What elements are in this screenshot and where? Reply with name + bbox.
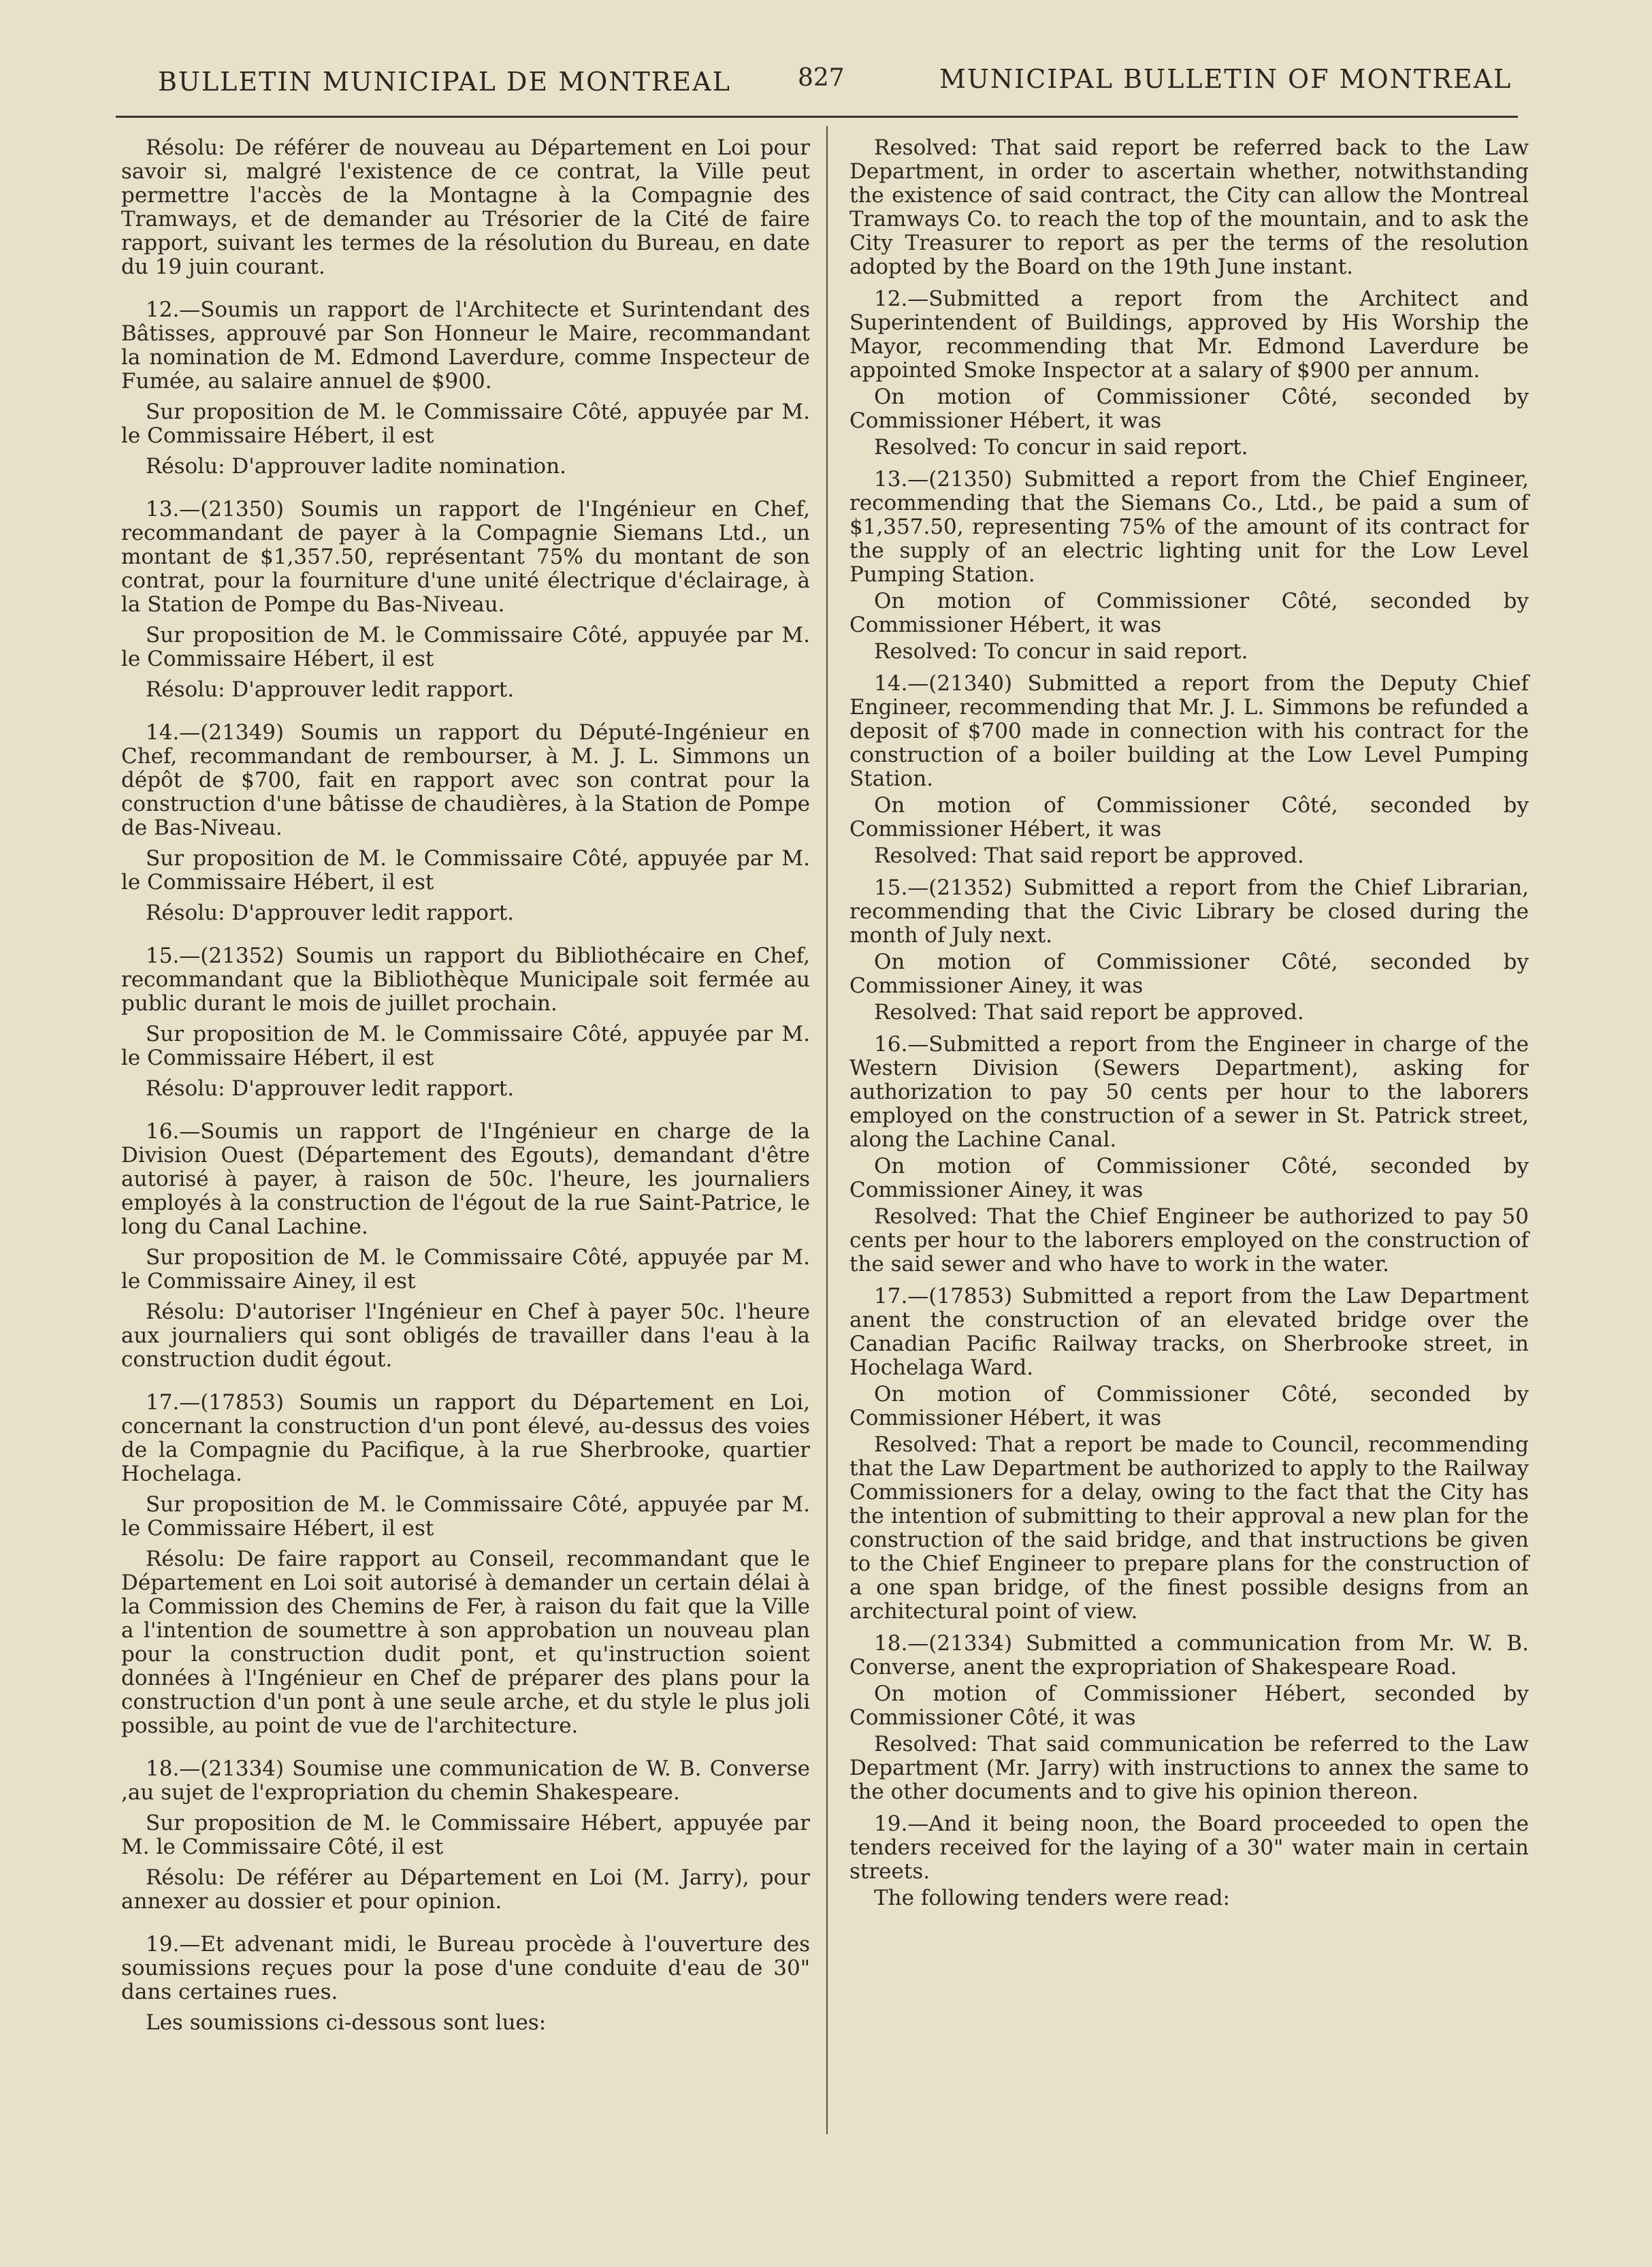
paragraph: Résolu: D'approuver ledit rapport. — [146, 901, 515, 925]
paragraph: On motion of Commissioner Côté, seconded by Commissioner Hébert, it was — [849, 385, 1529, 433]
paragraph: 12.—Submitted a report from the Architect and Superintendent of Buildings, approved by His Worship the Mayor, recommending that Mr. Edmond Laverdure be appointed Smoke Inspector at a salary of $900 per annum. — [849, 287, 1529, 383]
paragraph: Résolu: De référer au Département en Loi (M. Jarry), pour annexer au dossier et pour opinion. — [121, 1865, 810, 1914]
paragraph: 14.—(21340) Submitted a report from the Deputy Chief Engineer, recommending that Mr. J. L. Simmons be refunded a deposit of $700 made in connection with his contract for the construction of a boiler building at the Low Level Pumping Station. — [849, 671, 1529, 791]
paragraph: 13.—(21350) Submitted a report from the Chief Engineer, recommending that the Siemans Co., Ltd., be paid a sum of $1,357.50, representing 75% of the amount of its contract for the supply of an electric lighting unit for the Low Level Pumping Station. — [849, 467, 1529, 587]
paragraph: Resolved: That said communication be referred to the Law Department (Mr. Jarry) with instructions to annex the same to the other documents and to give his opinion thereon. — [849, 1732, 1529, 1804]
paragraph: Sur proposition de M. le Commissaire Côté, appuyée par M. le Commissaire Hébert, il est — [121, 623, 810, 671]
paragraph: On motion of Commissioner Côté, seconded by Commissioner Hébert, it was — [849, 793, 1529, 841]
paragraph: 16.—Submitted a report from the Engineer in charge of the Western Division (Sewers Department), asking for authorization to pay 50 cents per hour to the laborers employed on the construction of a sewer in St. Patrick street, along the Lachine Canal. — [849, 1032, 1529, 1152]
paragraph: Resolved: To concur in said report. — [874, 435, 1248, 460]
paragraph: On motion of Commissioner Côté, seconded by Commissioner Hébert, it was — [849, 589, 1529, 637]
header-rule — [116, 116, 1518, 118]
paragraph: Resolved: To concur in said report. — [874, 639, 1248, 664]
paragraph: 15.—(21352) Soumis un rapport du Bibliothécaire en Chef, recommandant que la Bibliothèque Municipale soit fermée au public durant le mois de juillet prochain. — [121, 944, 810, 1016]
paragraph: Résolu: D'autoriser l'Ingénieur en Chef à payer 50c. l'heure aux journaliers qui sont obligés de travailler dans l'eau à la construction dudit égout. — [121, 1300, 810, 1372]
paragraph: 15.—(21352) Submitted a report from the Chief Librarian, recommending that the Civic Library be closed during the month of July next. — [849, 875, 1529, 948]
paragraph: 18.—(21334) Soumise une communication de W. B. Converse ,au sujet de l'expropriation du chemin Shakespeare. — [121, 1756, 810, 1805]
paragraph: Sur proposition de M. le Commissaire Côté, appuyée par M. le Commissaire Hébert, il est — [121, 1022, 810, 1070]
english-column — [849, 136, 1529, 1910]
paragraph: Sur proposition de M. le Commissaire Côté, appuyée par M. le Commissaire Hébert, il est — [121, 846, 810, 895]
paragraph: Résolu: De faire rapport au Conseil, recommandant que le Département en Loi soit autorisé à demander un certain délai à la Commission des Chemins de Fer, à raison du fait que la Ville a l'intention de soumettre à son approbation un nouveau plan pour la construction dudit pont, et qu'instruction soient données à l'Ingénieur en Chef de préparer des plans pour la construction d'un pont à une seule arche, et du style le plus joli possible, au point de vue de l'architecture. — [121, 1547, 810, 1738]
header-english-title: MUNICIPAL BULLETIN OF MONTREAL — [939, 64, 1512, 94]
paragraph: Résolu: D'approuver ladite nomination. — [146, 454, 567, 479]
paragraph: Resolved: That said report be approved. — [874, 843, 1304, 868]
paragraph: 14.—(21349) Soumis un rapport du Député-Ingénieur en Chef, recommandant de rembourser, à M. J. L. Simmons un dépôt de $700, fait en rapport avec son contrat pour la construction d'une bâtisse de chaudières, à la Station de Pompe de Bas-Niveau. — [121, 720, 810, 840]
paragraph: Sur proposition de M. le Commissaire Côté, appuyée par M. le Commissaire Hébert, il est — [121, 1492, 810, 1541]
page-number: 827 — [798, 64, 845, 92]
paragraph: Les soumissions ci-dessous sont lues: — [146, 2010, 547, 2035]
paragraph: 16.—Soumis un rapport de l'Ingénieur en charge de la Division Ouest (Département des Egouts), demandant d'être autorisé à payer, à raison de 50c. l'heure, les journaliers employés à la construction de l'égout de la rue Saint-Patrice, le long du Canal Lachine. — [121, 1119, 810, 1239]
french-column — [121, 136, 810, 2035]
paragraph: On motion of Commissioner Hébert, seconded by Commissioner Côté, it was — [849, 1682, 1529, 1730]
page-header — [0, 0, 1652, 123]
paragraph: Sur proposition de M. le Commissaire Côté, appuyée par M. le Commissaire Hébert, il est — [121, 400, 810, 448]
paragraph: Resolved: That said report be referred back to the Law Department, in order to ascertain whether, notwithstanding the existence of said contract, the City can allow the Montreal Tramways Co. to reach the top of the mountain, and to ask the City Treasurer to report as per the terms of the resolution adopted by the Board on the 19th June instant. — [849, 135, 1529, 279]
paragraph: Resolved: That a report be made to Council, recommending that the Law Department be authorized to apply to the Railway Commissioners for a delay, owing to the fact that the City has the intention of submitting to their approval a new plan for the construction of the said bridge, and that instructions be given to the Chief Engineer to prepare plans for the construction of a one span bridge, of the finest possible designs from an architectural point of view. — [849, 1432, 1529, 1624]
paragraph: On motion of Commissioner Côté, seconded by Commissioner Ainey, it was — [849, 1154, 1529, 1202]
paragraph: Resolved: That the Chief Engineer be authorized to pay 50 cents per hour to the laborers employed on the construction of the said sewer and who have to work in the water. — [849, 1204, 1529, 1276]
paragraph: The following tenders were read: — [874, 1886, 1230, 1910]
paragraph: Résolu: D'approuver ledit rapport. — [146, 1076, 515, 1101]
paragraph: On motion of Commissioner Côté, seconded by Commissioner Ainey, it was — [849, 950, 1529, 998]
paragraph: Sur proposition de M. le Commissaire Hébert, appuyée par M. le Commissaire Côté, il est — [121, 1811, 810, 1859]
paragraph: On motion of Commissioner Côté, seconded by Commissioner Hébert, it was — [849, 1382, 1529, 1430]
paragraph: 18.—(21334) Submitted a communication from Mr. W. B. Converse, anent the expropriation of Shakespeare Road. — [849, 1631, 1529, 1679]
paragraph: 19.—And it being noon, the Board proceeded to open the tenders received for the laying of a 30" water main in certain streets. — [849, 1812, 1529, 1884]
paragraph: Resolved: That said report be approved. — [874, 1000, 1304, 1025]
paragraph: Résolu: D'approuver ledit rapport. — [146, 677, 515, 702]
paragraph: 19.—Et advenant midi, le Bureau procède à l'ouverture des soumissions reçues pour la pose d'une conduite d'eau de 30" dans certaines rues. — [121, 1932, 810, 2004]
paragraph: Sur proposition de M. le Commissaire Côté, appuyée par M. le Commissaire Ainey, il est — [121, 1245, 810, 1293]
header-french-title: BULLETIN MUNICIPAL DE MONTREAL — [158, 67, 731, 97]
paragraph: 17.—(17853) Soumis un rapport du Département en Loi, concernant la construction d'un pont élevé, au-dessus des voies de la Compagnie du Pacifique, à la rue Sherbrooke, quartier Hochelaga. — [121, 1390, 810, 1486]
paragraph: 13.—(21350) Soumis un rapport de l'Ingénieur en Chef, recommandant de payer à la Compagnie Siemans Ltd., un montant de $1,357.50, représentant 75% du montant de son contrat, pour la fourniture d'une unité électrique d'éclairage, à la Station de Pompe du Bas-Niveau. — [121, 497, 810, 617]
paragraph: 17.—(17853) Submitted a report from the Law Department anent the construction of an elevated bridge over the Canadian Pacific Railway tracks, on Sherbrooke street, in Hochelaga Ward. — [849, 1284, 1529, 1380]
paragraph: Résolu: De référer de nouveau au Département en Loi pour savoir si, malgré l'existence de ce contrat, la Ville peut permettre l'accès de la Montagne à la Compagnie des Tramways, et de demander au Trésorier de la Cité de faire rapport, suivant les termes de la résolution du Bureau, en date du 19 juin courant. — [121, 135, 810, 279]
column-divider — [826, 126, 828, 2134]
paragraph: 12.—Soumis un rapport de l'Architecte et Surintendant des Bâtisses, approuvé par Son Honneur le Maire, recommandant la nomination de M. Edmond Laverdure, comme Inspecteur de Fumée, au salaire annuel de $900. — [121, 298, 810, 393]
